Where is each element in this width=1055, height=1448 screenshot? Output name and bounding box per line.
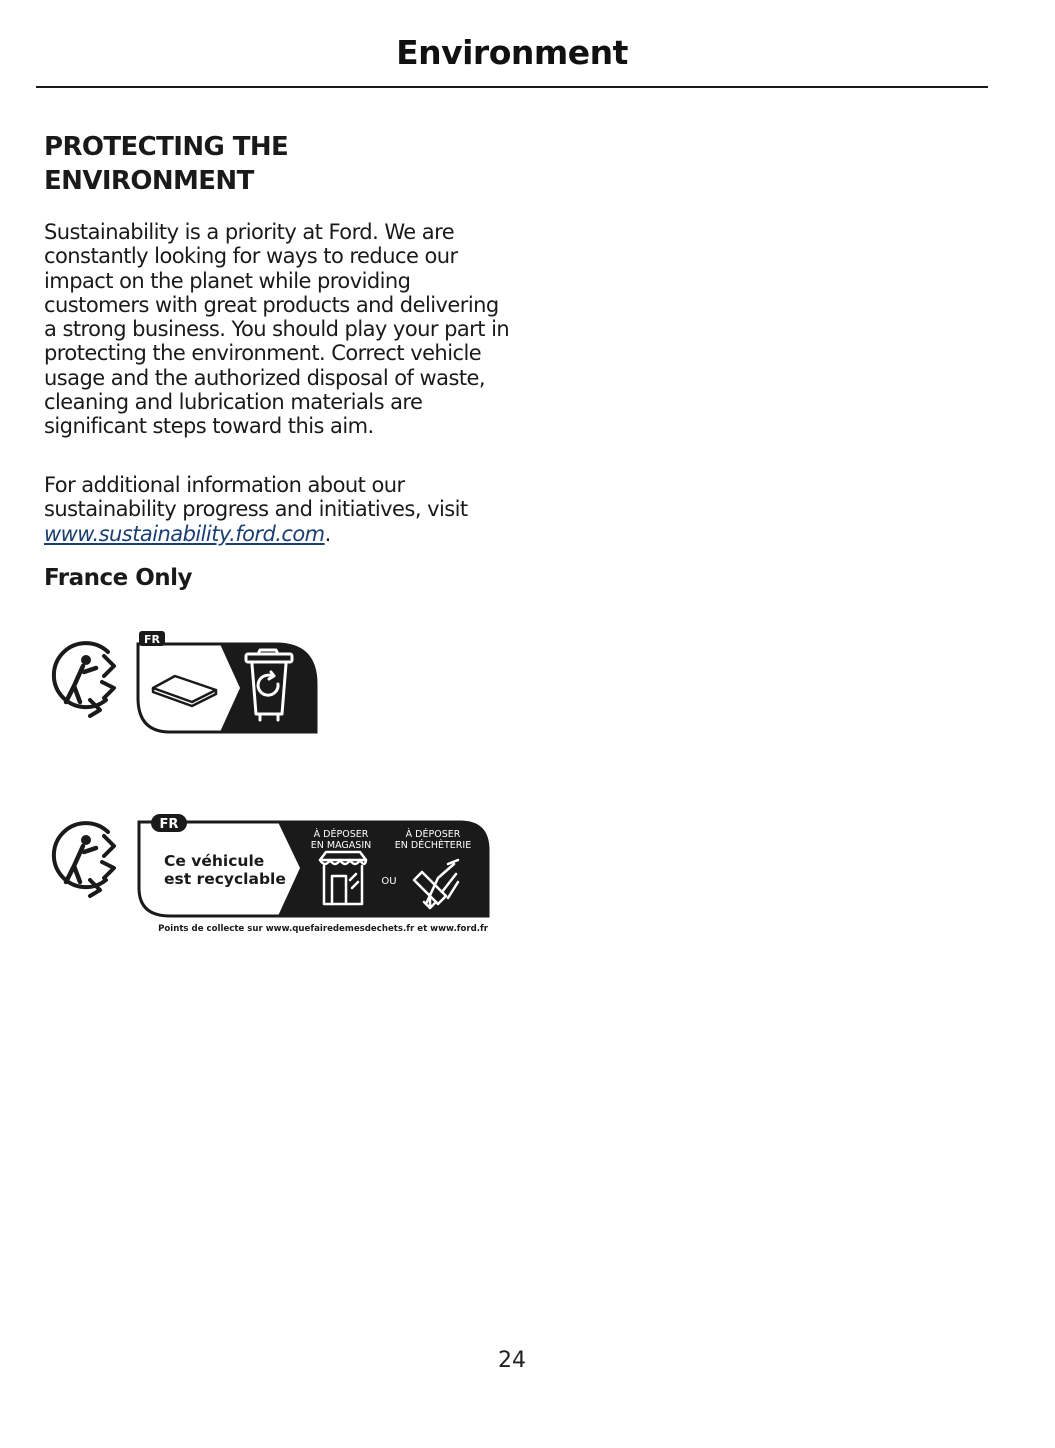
- country-tag-fr: FR: [159, 817, 179, 832]
- separator-ou: OU: [381, 876, 397, 887]
- page-number: 24: [498, 1348, 526, 1373]
- info-paragraph-end: .: [324, 521, 331, 546]
- page-title: Environment: [396, 33, 628, 72]
- option-shop-line1: À DÉPOSER: [313, 829, 369, 840]
- option-shop-line2: EN MAGASIN: [310, 840, 372, 851]
- intro-paragraph: Sustainability is a priority at Ford. We are constantly looking for ways to reduce our impact on the planet while providing customers with great products and delivering a strong business. You should play your part in protecting the environment. Correct vehicle usage and the authorized disposal of waste, cleaning and lubrication materials are significant steps toward this aim.: [44, 220, 510, 439]
- recyclable-label-line1: Ce véhicule: [164, 852, 265, 870]
- option-waste-center-line2: EN DÉCHÈTERIE: [394, 840, 472, 851]
- triman-icon: [54, 823, 114, 896]
- section-title: PROTECTING THE ENVIRONMENT: [44, 132, 289, 196]
- france-only-heading: France Only: [44, 565, 193, 591]
- option-waste-center-line1: À DÉPOSER: [405, 829, 461, 840]
- page-header: [36, 30, 988, 88]
- info-paragraph: [44, 473, 514, 546]
- collection-points-footer: Points de collecte sur www.quefairedemesdechets.fr et www.ford.fr: [158, 924, 488, 934]
- country-tag-fr: FR: [144, 633, 160, 646]
- triman-icon: [54, 643, 114, 716]
- sustainability-link[interactable]: www.sustainability.ford.com: [44, 521, 325, 546]
- info-paragraph-text: For additional information about our sustainability progress and initiatives, visit: [44, 473, 468, 522]
- recyclable-label-line2: est recyclable: [164, 870, 286, 888]
- triman-logo-booklet: [50, 628, 320, 734]
- triman-logo-vehicle: [50, 808, 492, 938]
